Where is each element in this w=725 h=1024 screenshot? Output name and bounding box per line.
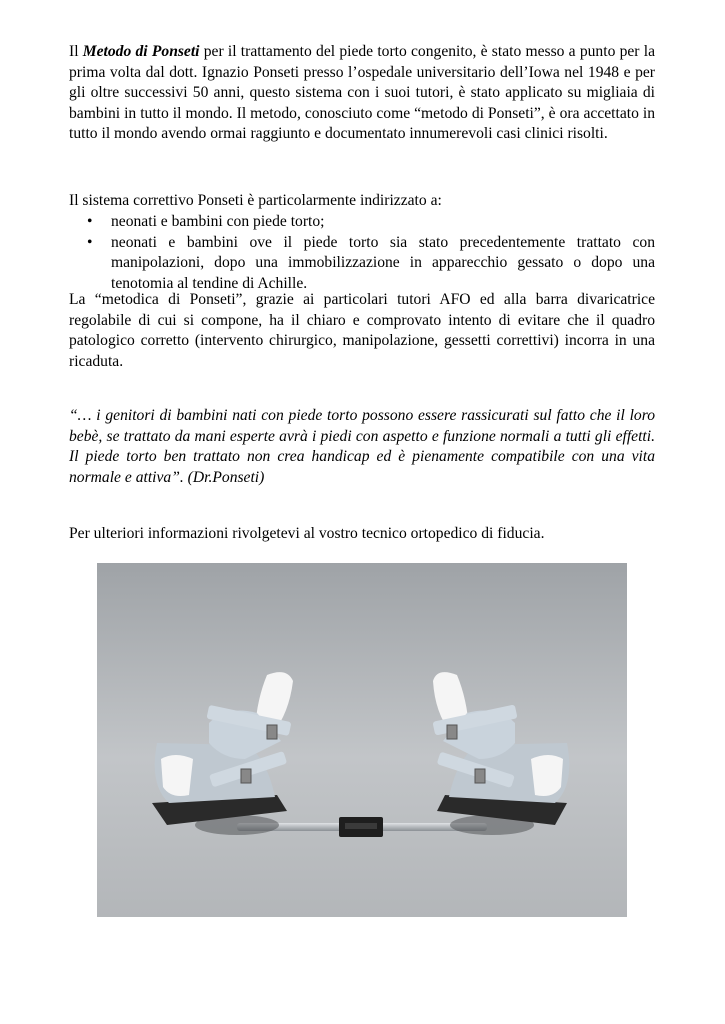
list-item xyxy=(69,212,655,233)
target-lead-paragraph: Il sistema correttivo Ponseti è particolarmente indirizzato a: xyxy=(69,192,442,209)
left-heel-cup xyxy=(161,755,193,796)
brace-photo xyxy=(97,563,627,917)
list-item xyxy=(69,233,655,295)
ponseti-brace-illustration xyxy=(97,563,627,917)
intro-paragraph xyxy=(69,42,655,145)
target-list xyxy=(69,212,655,294)
photo-background xyxy=(97,563,627,917)
bullet-icon: • xyxy=(87,213,93,230)
right-buckle xyxy=(447,725,457,739)
left-buckle xyxy=(267,725,277,739)
right-heel-cup xyxy=(531,755,563,796)
intro-prefix: Il xyxy=(69,43,83,60)
list-item-text: neonati e bambini con piede torto; xyxy=(111,213,325,230)
ponseti-quote: “… i genitori di bambini nati con piede torto possono essere rassicurati sul fatto che il loro bebè, se trattato da mani esperte avrà i piedi con aspetto e funzione normali a tutti gli effetti. Il piede torto ben trattato non crea handicap ed è pienamente compatibile con una vita normale e attiva”. (Dr.Ponseti) xyxy=(69,407,655,486)
right-buckle xyxy=(475,769,485,783)
method-name: Metodo di Ponseti xyxy=(82,43,200,60)
contact-paragraph: Per ulteriori informazioni rivolgetevi al vostro tecnico ortopedico di fiducia. xyxy=(69,525,545,542)
intro-text: per il trattamento del piede torto congenito, è stato messo a punto per la prima volta dal dott. Ignazio Ponseti presso l’ospedale universitario dell’Iowa nel 1948 e per gli oltre successivi 50 anni, questo sistema con i suoi tutori, è stato applicato su migliaia di bambini in tutto il mondo. Il metodo, conosciuto come “metodo di Ponseti”, è ora accettato in tutto il mondo avendo ormai raggiunto e documentato innumerevoli casi clinici risolti. xyxy=(69,43,655,143)
list-item-text: neonati e bambini ove il piede torto sia stato precedentemente trattato con manipolazioni, dopo una immobilizzazione in apparecchio gessato o dopo una tenotomia al tendine di Achille. xyxy=(111,233,655,292)
left-buckle xyxy=(241,769,251,783)
bullet-icon: • xyxy=(87,233,93,251)
metodica-paragraph: La “metodica di Ponseti”, grazie ai particolari tutori AFO ed alla barra divaricatrice regolabile di cui si compone, ha il chiaro e comprovato intento di evitare che il quadro patologico corretto (intervento chirurgico, manipolazione, gessetti correttivi) incorra in una ricaduta. xyxy=(69,291,655,370)
